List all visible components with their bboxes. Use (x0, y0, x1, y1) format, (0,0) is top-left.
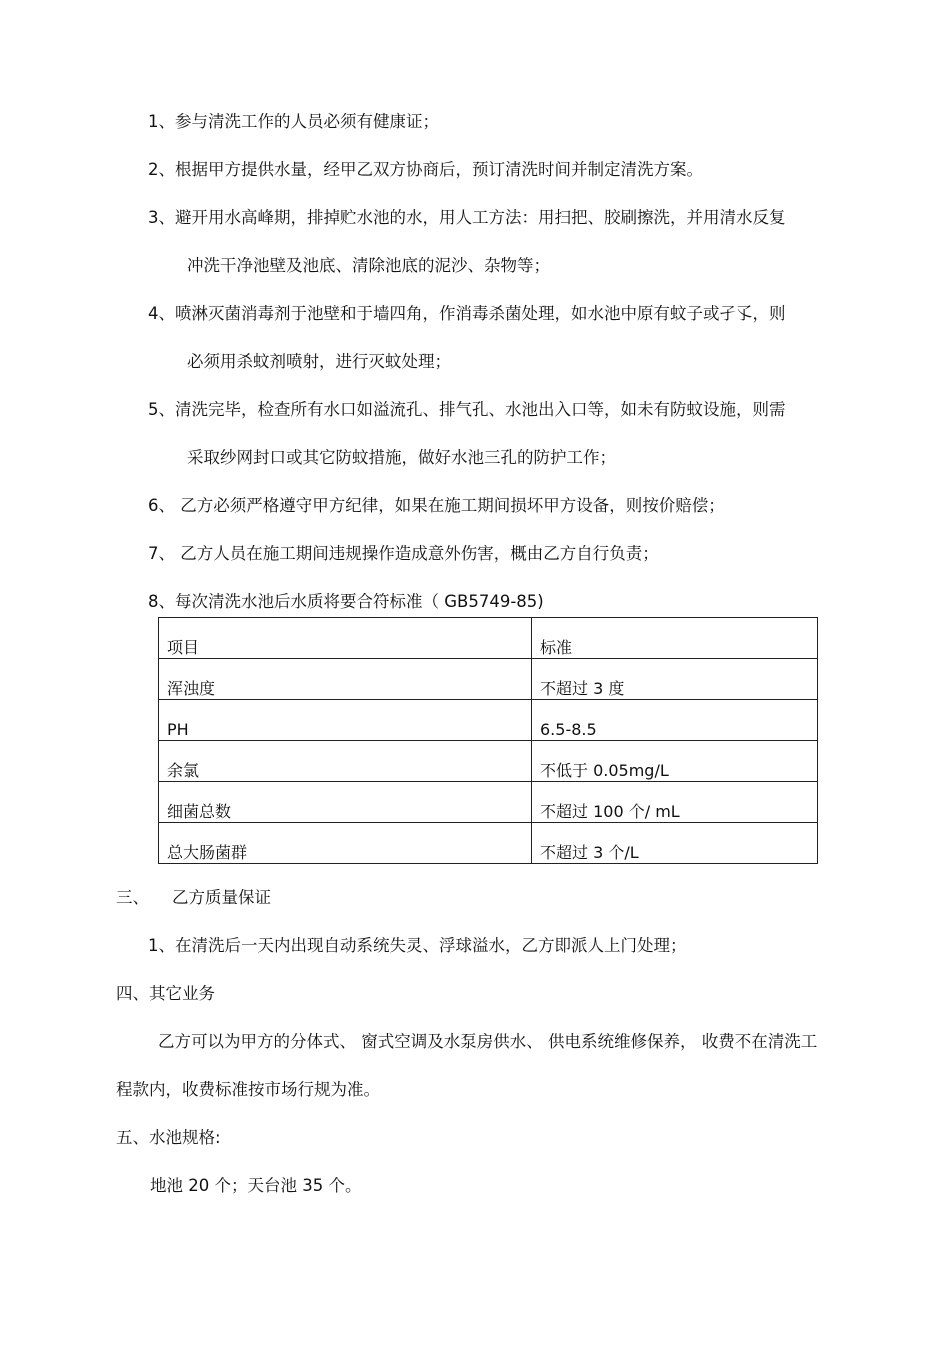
table-cell-standard: 不低于 0.05mg/L (532, 741, 818, 782)
section-4-paragraph-line-2: 程款内，收费标准按市场行规为准。 (116, 1080, 380, 1099)
section-5-heading: 五、水池规格: (116, 1128, 221, 1147)
item-6: 6、 乙方必须严格遵守甲方纪律，如果在施工期间损坏甲方设备，则按价赔偿； (148, 496, 725, 515)
section-3-title: 乙方质量保证 (172, 888, 271, 907)
table-row (159, 782, 818, 823)
item-7: 7、 乙方人员在施工期间违规操作造成意外伤害，概由乙方自行负责； (148, 544, 659, 563)
section-4-heading: 四、其它业务 (116, 984, 215, 1003)
table-cell-standard: 6.5-8.5 (532, 700, 818, 741)
section-5-content: 地池 20 个；天台池 35 个。 (150, 1176, 362, 1195)
table-row (159, 700, 818, 741)
item-5: 5、清洗完毕，检查所有水口如溢流孔、排气孔、水池出入口等，如未有防蚊设施，则需 (148, 400, 786, 419)
table-header-standard: 标准 (532, 618, 818, 659)
section-4-paragraph-line-1: 乙方可以为甲方的分体式、 窗式空调及水泵房供水、 供电系统维修保养， 收费不在清洗工 (158, 1032, 818, 1051)
item-8: 8、每次清洗水池后水质将要合符标准（ GB5749-85) (148, 592, 544, 611)
table-cell-standard: 不超过 100 个/ mL (532, 782, 818, 823)
water-quality-standards-table (158, 617, 818, 864)
item-4: 4、喷淋灭菌消毒剂于池壁和于墙四角，作消毒杀菌处理，如水池中原有蚊子或孑孓，则 (148, 304, 786, 323)
table-header-row (159, 618, 818, 659)
item-4-continuation: 必须用杀蚊剂喷射，进行灭蚊处理； (187, 352, 451, 371)
table-cell-item: 细菌总数 (159, 782, 532, 823)
table-cell-standard: 不超过 3 个/L (532, 823, 818, 864)
section-3-item-1: 1、在清洗后一天内出现自动系统失灵、浮球溢水，乙方即派人上门处理； (148, 936, 687, 955)
table-row (159, 659, 818, 700)
table-row (159, 823, 818, 864)
table-cell-item: 浑浊度 (159, 659, 532, 700)
table-header-item: 项目 (159, 618, 532, 659)
item-3-continuation: 冲洗干净池壁及池底、清除池底的泥沙、杂物等； (187, 256, 550, 275)
table-cell-item: 余氯 (159, 741, 532, 782)
table-cell-item: 总大肠菌群 (159, 823, 532, 864)
item-2: 2、根据甲方提供水量，经甲乙双方协商后，预订清洗时间并制定清洗方案。 (148, 160, 703, 179)
section-3-number: 三、 (116, 888, 149, 907)
item-1: 1、参与清洗工作的人员必须有健康证； (148, 112, 439, 131)
table-cell-item: PH (159, 700, 532, 741)
table-cell-standard: 不超过 3 度 (532, 659, 818, 700)
table-row (159, 741, 818, 782)
item-3: 3、避开用水高峰期，排掉贮水池的水，用人工方法：用扫把、胶刷擦洗，并用清水反复 (148, 208, 786, 227)
item-5-continuation: 采取纱网封口或其它防蚊措施，做好水池三孔的防护工作； (187, 448, 616, 467)
